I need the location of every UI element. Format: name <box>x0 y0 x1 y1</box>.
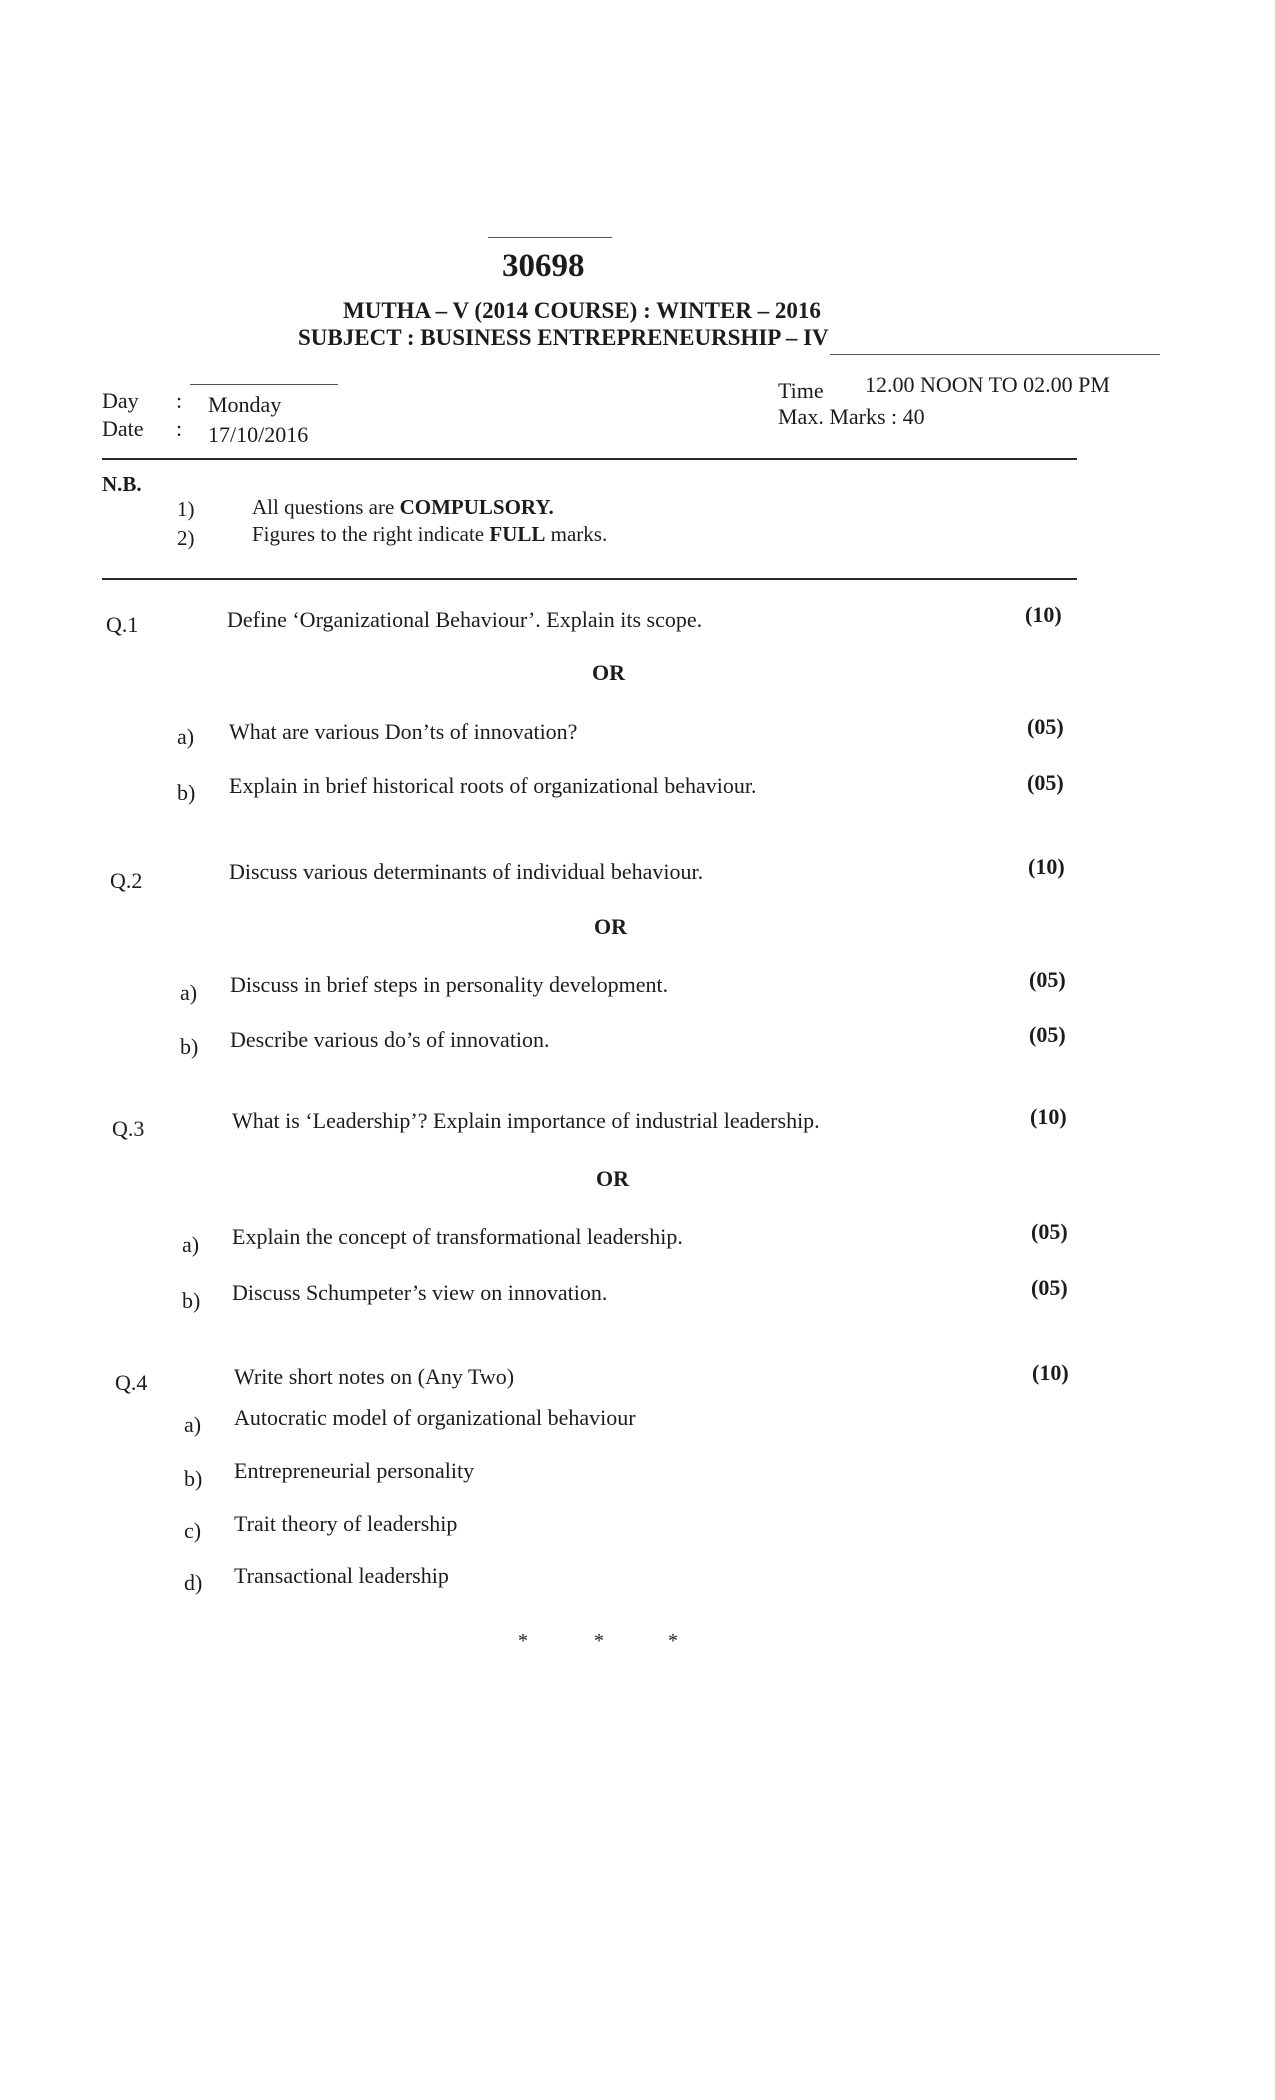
q3-marks: (10) <box>1030 1104 1067 1129</box>
q4a-label: a) <box>184 1412 202 1437</box>
subject-underline <box>830 354 1160 355</box>
nb-item-2-tail: marks. <box>545 522 608 546</box>
q3-label: Q.3 <box>112 1116 145 1141</box>
date-label: Date <box>102 416 144 441</box>
q4c-label: c) <box>184 1518 202 1543</box>
q4-marks: (10) <box>1032 1360 1069 1385</box>
q1-or: OR <box>592 660 625 685</box>
header-top-rule <box>488 237 612 238</box>
nb-item-2-emphasis: FULL <box>489 522 546 546</box>
course-line: MUTHA – V (2014 COURSE) : WINTER – 2016 <box>343 298 821 323</box>
q1b-text: Explain in brief historical roots of organizational behaviour. <box>229 773 757 798</box>
q2b-marks: (05) <box>1029 1022 1066 1047</box>
q4b-text: Entrepreneurial personality <box>234 1458 475 1483</box>
q2a-marks: (05) <box>1029 967 1066 992</box>
day-colon: : <box>176 388 183 413</box>
nb-item-1-emphasis: COMPULSORY. <box>399 495 554 519</box>
day-value: Monday <box>208 392 282 417</box>
q4-text: Write short notes on (Any Two) <box>234 1364 515 1389</box>
q2a-text: Discuss in brief steps in personality development. <box>230 972 669 997</box>
nb-item-1 <box>252 495 554 520</box>
nb-item-2-text: Figures to the right indicate <box>252 522 490 546</box>
q4c-text: Trait theory of leadership <box>234 1511 458 1536</box>
q2-marks: (10) <box>1028 854 1065 879</box>
q2-label: Q.2 <box>110 868 143 893</box>
q3-text: What is ‘Leadership’? Explain importance of industrial leadership. <box>232 1108 820 1133</box>
date-value: 17/10/2016 <box>208 422 309 447</box>
q3b-text: Discuss Schumpeter’s view on innovation. <box>232 1280 608 1305</box>
end-star-1: * <box>518 1630 528 1652</box>
q2a-label: a) <box>180 980 198 1005</box>
q1a-marks: (05) <box>1027 714 1064 739</box>
q1-label: Q.1 <box>106 612 139 637</box>
q4a-text: Autocratic model of organizational behaviour <box>234 1405 636 1430</box>
q1-text: Define ‘Organizational Behaviour’. Explain its scope. <box>227 607 703 632</box>
time-label: Time <box>778 378 824 403</box>
q1b-marks: (05) <box>1027 770 1064 795</box>
meta-bottom-rule <box>102 458 1077 460</box>
q4-label: Q.4 <box>115 1370 148 1395</box>
paper-code: 30698 <box>502 248 585 284</box>
q3a-text: Explain the concept of transformational leadership. <box>232 1224 683 1249</box>
q1-marks: (10) <box>1025 602 1062 627</box>
nb-item-1-num: 1) <box>177 497 195 521</box>
q4b-label: b) <box>184 1466 203 1491</box>
q2-text: Discuss various determinants of individual behaviour. <box>229 859 704 884</box>
q1b-label: b) <box>177 780 196 805</box>
q3a-label: a) <box>182 1232 200 1257</box>
day-label: Day <box>102 388 139 413</box>
time-value: 12.00 NOON TO 02.00 PM <box>865 372 1110 397</box>
nb-item-2 <box>252 522 607 547</box>
q4d-text: Transactional leadership <box>234 1563 449 1588</box>
q3-or: OR <box>596 1166 629 1191</box>
q3b-label: b) <box>182 1288 201 1313</box>
meta-top-rule <box>190 384 338 385</box>
q4d-label: d) <box>184 1570 203 1595</box>
q3b-marks: (05) <box>1031 1275 1068 1300</box>
subject-line: SUBJECT : BUSINESS ENTREPRENEURSHIP – IV <box>298 325 829 350</box>
q1a-text: What are various Don’ts of innovation? <box>229 719 578 744</box>
q2-or: OR <box>594 914 627 939</box>
max-marks: Max. Marks : 40 <box>778 404 925 429</box>
q2b-label: b) <box>180 1034 199 1059</box>
nb-label: N.B. <box>102 472 142 496</box>
nb-item-1-text: All questions are <box>252 495 400 519</box>
end-star-3: * <box>668 1630 678 1652</box>
end-star-2: * <box>594 1630 604 1652</box>
nb-bottom-rule <box>102 578 1077 580</box>
nb-item-2-num: 2) <box>177 526 195 550</box>
q2b-text: Describe various do’s of innovation. <box>230 1027 550 1052</box>
date-colon: : <box>176 416 183 441</box>
q1a-label: a) <box>177 724 195 749</box>
q3a-marks: (05) <box>1031 1219 1068 1244</box>
